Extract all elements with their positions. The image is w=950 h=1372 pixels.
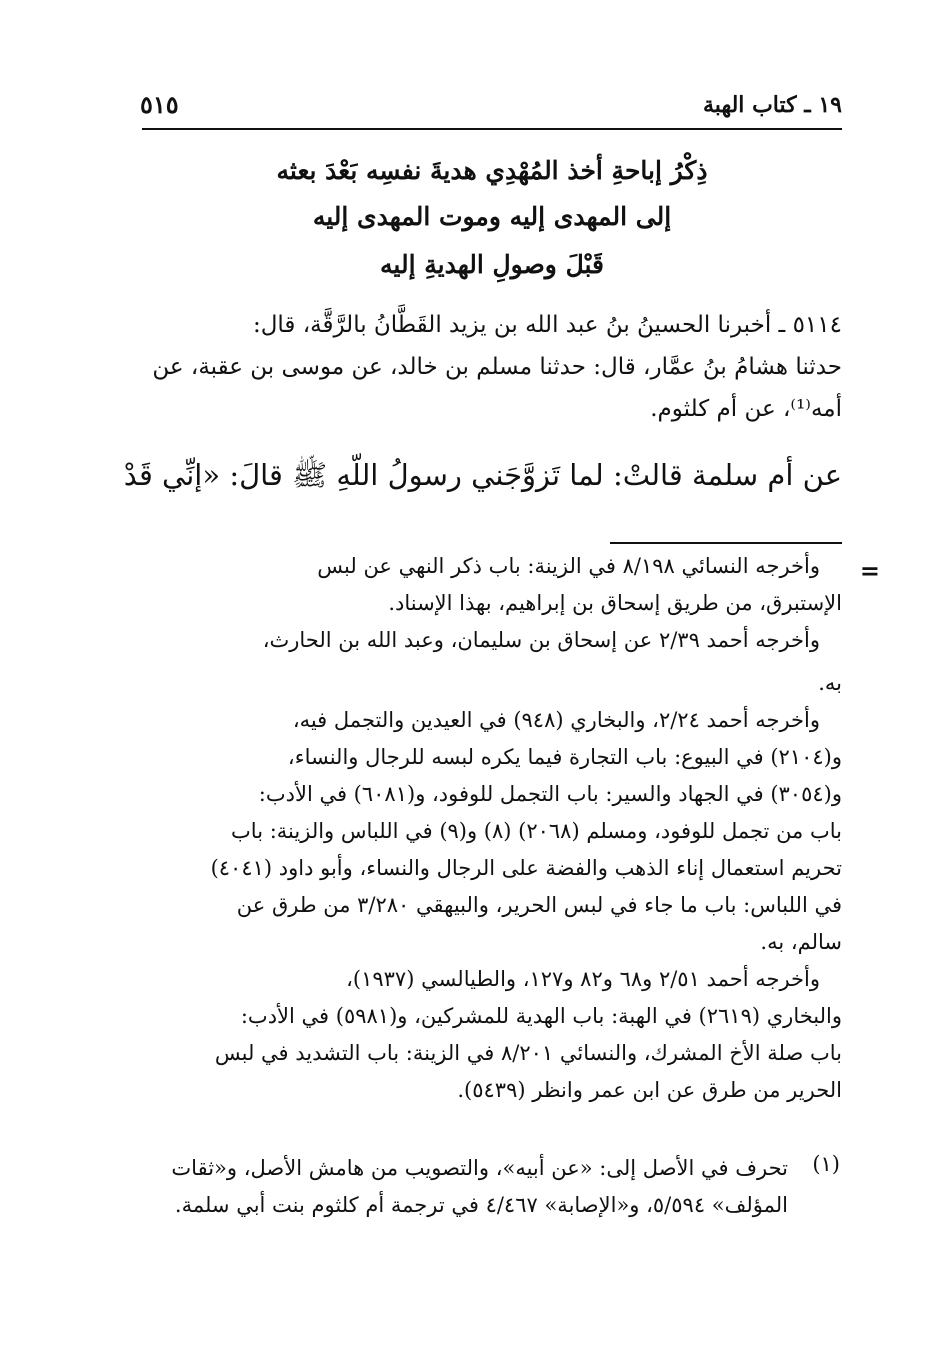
footnote-line: وأخرجه النسائي ٨/١٩٨ في الزينة: باب ذكر النهي عن لبس — [317, 554, 820, 578]
footnote-divider — [610, 542, 842, 544]
footnote-line: و(٣٠٥٤) في الجهاد والسير: باب التجمل للوفود، و(٦٠٨١) في الأدب: — [258, 782, 842, 806]
footnote-line: سالم، به. — [760, 930, 842, 954]
footnote-number: (١) — [812, 1152, 840, 1176]
section-heading-line-2: إلى المهدى إليه وموت المهدى إليه — [312, 202, 672, 231]
footnote-line: به. — [818, 671, 842, 695]
header-divider — [142, 128, 842, 130]
footnote-line: و(٢١٠٤) في البيوع: باب التجارة فيما يكره لبسه للرجال والنساء، — [287, 745, 842, 769]
footnote-line: وأخرجه أحمد ٢/٥١ و٦٨ و٨٢ و١٢٧، والطيالسي (١٩٣٧)، — [346, 967, 820, 991]
hadith-text: عن أم سلمة قالتْ: لما تَزوَّجَني رسولُ اللّهِ ﷺ قالَ: «إنِّي قَدْ — [123, 458, 842, 492]
footnote-block — [142, 548, 842, 1109]
footnote-line: الإستبرق، من طريق إسحاق بن إبراهيم، بهذا الإسناد. — [388, 591, 842, 615]
footnote-line: في اللباس: باب ما جاء في لبس الحرير، والبيهقي ٣/٢٨٠ من طرق عن — [236, 893, 842, 917]
running-header-chapter: ١٩ ـ كتاب الهبة — [703, 92, 842, 118]
isnad-paragraph — [107, 304, 842, 430]
section-heading-line-3: قَبْلَ وصولِ الهديةِ إليه — [380, 250, 604, 279]
footnote-note — [138, 1150, 788, 1224]
footnote-continuation-marker: = — [859, 556, 880, 585]
footnote-line: وأخرجه أحمد ٢/٢٤، والبخاري (٩٤٨) في العيدين والتجمل فيه، — [292, 708, 820, 732]
footnote-line: باب صلة الأخ المشرك، والنسائي ٨/٢٠١ في الزينة: باب التشديد في لبس — [214, 1041, 842, 1065]
footnote-line: الحرير من طرق عن ابن عمر وانظر (٥٤٣٩). — [457, 1078, 842, 1102]
footnote-note-line: تحرف في الأصل إلى: «عن أبيه»، والتصويب من هامش الأصل، و«ثقات — [171, 1156, 788, 1180]
isnad-line: أمه⁽¹⁾، عن أم كلثوم. — [650, 396, 842, 422]
isnad-line: حدثنا هشامُ بنُ عمَّار، قال: حدثنا مسلم بن خالد، عن موسى بن عقبة، عن — [152, 354, 842, 380]
footnote-note-line: المؤلف» ٥/٥٩٤، و«الإصابة» ٤/٤٦٧ في ترجمة أم كلثوم بنت أبي سلمة. — [174, 1193, 788, 1217]
footnote-line: والبخاري (٢٦١٩) في الهبة: باب الهدية للمشركين، و(٥٩٨١) في الأدب: — [240, 1004, 842, 1028]
section-heading-line-1: ذِكْرُ إباحةِ أخذ المُهْدِي هديةَ نفسِه بَعْدَ بعثه — [276, 156, 708, 185]
footnote-line: تحريم استعمال إناء الذهب والفضة على الرجال والنساء، وأبو داود (٤٠٤١) — [210, 856, 842, 880]
page-number: ٥١٥ — [140, 90, 179, 119]
footnote-line: باب من تجمل للوفود، ومسلم (٢٠٦٨) (٨) و(٩) في اللباس والزينة: باب — [231, 819, 842, 843]
isnad-line: ٥١١٤ ـ أخبرنا الحسينُ بنُ عبد الله بن يزيد القَطَّانُ بالرَّقَّة، قال: — [252, 312, 842, 338]
footnote-line: وأخرجه أحمد ٢/٣٩ عن إسحاق بن سليمان، وعبد الله بن الحارث، — [262, 628, 820, 652]
